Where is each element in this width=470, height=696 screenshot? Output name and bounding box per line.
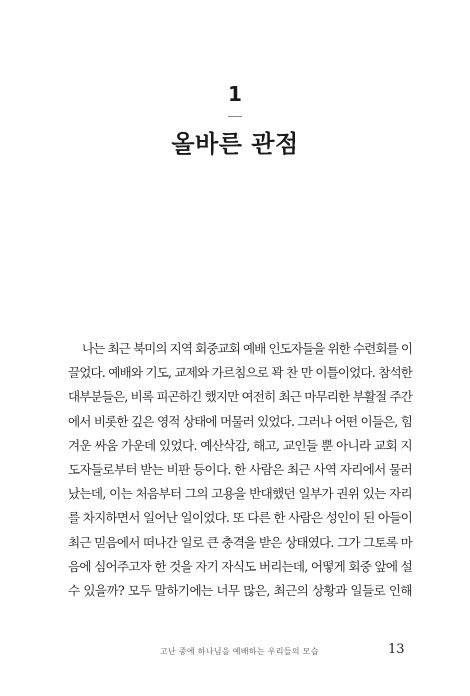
chapter-title: 올바른 관점 xyxy=(171,130,299,158)
body-line: 끌었다. 예배와 기도, 교제와 가르침으로 꽉 찬 만 이틀이었다. 참석한 xyxy=(68,365,412,381)
page-footer xyxy=(0,642,470,664)
body-line: 겨운 싸움 가운데 있었다. 예산삭감, 해고, 교인들 뿐 아니라 교회 지 xyxy=(68,437,412,453)
body-line: 최근 믿음에서 떠나간 일로 큰 충격을 받은 상태였다. 그가 그토록 마 xyxy=(68,534,412,550)
body-line: 대부분들은, 비록 피곤하긴 했지만 여전히 최근 마무리한 부활절 주간 xyxy=(68,389,412,405)
running-title: 고난 중에 하나님을 예배하는 우리들의 모습 xyxy=(160,647,319,656)
body-line: 나는 최근 북미의 지역 회중교회 예배 인도자들을 위한 수련회를 이 xyxy=(82,341,412,356)
body-line: 수 있을까? 모두 말하기에는 너무 많은, 최근의 상황과 일들로 인해 xyxy=(68,583,412,599)
chapter-number: 1 xyxy=(228,82,242,106)
page-number: 13 xyxy=(388,642,405,657)
body-line: 에서 비롯한 깊은 영적 상태에 머물러 있었다. 그러나 어떤 이들은, 힘 xyxy=(68,413,412,429)
body-line: 도자들로부터 받는 비판 등이다. 한 사람은 최근 사역 자리에서 물러 xyxy=(68,462,412,478)
body-line: 를 차지하면서 일어난 일이었다. 또 다른 한 사람은 성인이 된 아들이 xyxy=(68,510,412,526)
body-paragraph xyxy=(68,337,412,603)
chapter-divider xyxy=(228,116,242,117)
body-line: 음에 심어주고자 한 것을 자기 자식도 버리는데, 어떻게 회중 앞에 설 xyxy=(68,558,412,574)
body-line: 났는데, 이는 처음부터 그의 고용을 반대했던 일부가 권위 있는 자리 xyxy=(68,486,412,502)
